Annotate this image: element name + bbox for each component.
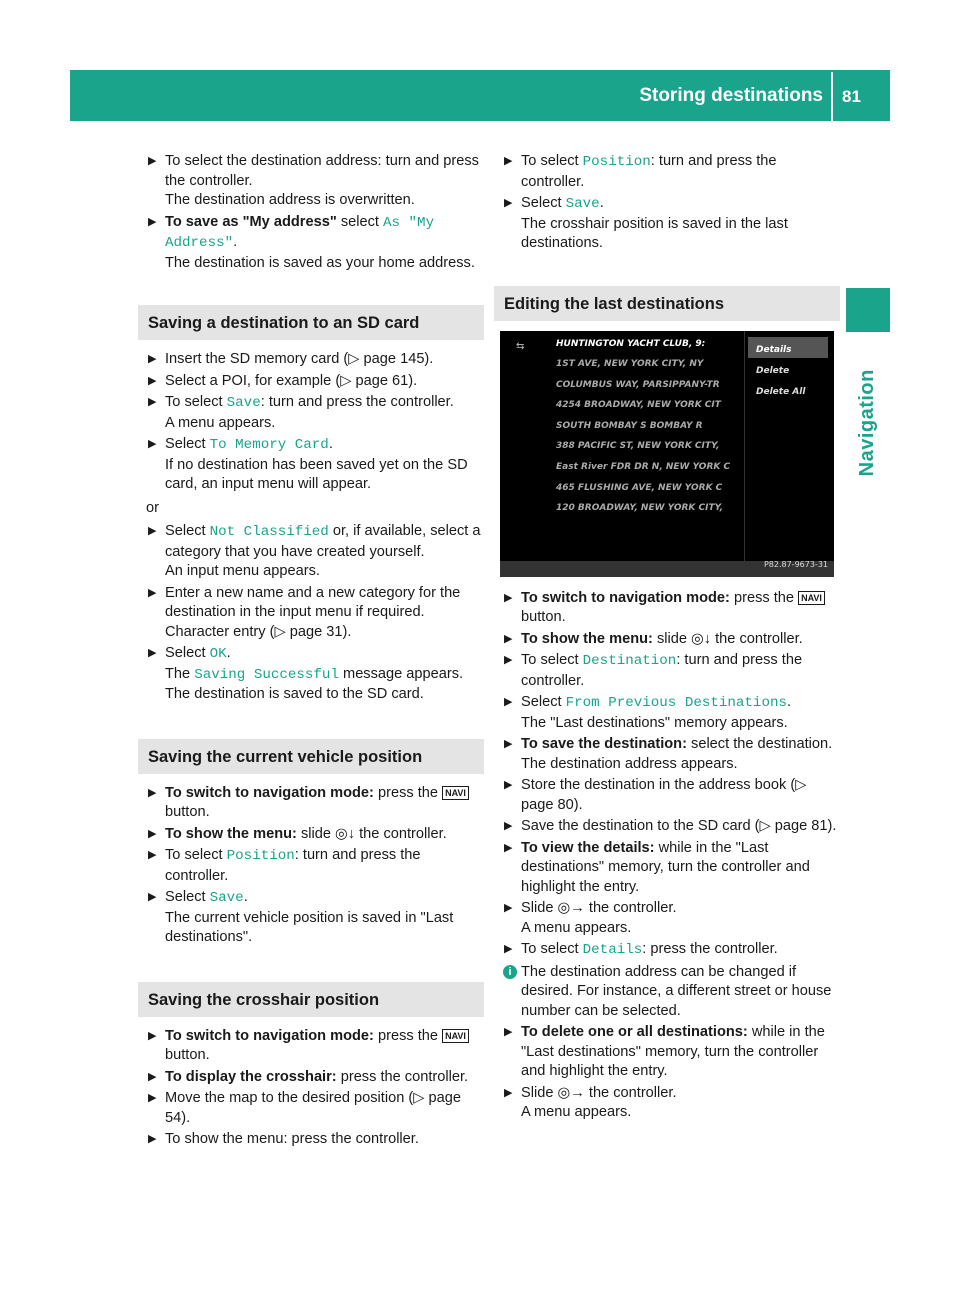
menu-item-save: Save (209, 890, 244, 906)
step-view-details (502, 839, 838, 898)
step-arrow-icon: ▶ (148, 155, 157, 167)
step-arrow-icon: ▶ (504, 696, 513, 708)
destination-list (544, 331, 744, 516)
step-select-previous (502, 693, 838, 733)
step-arrow-icon: ▶ (504, 779, 513, 791)
left-column (146, 152, 482, 1152)
last-destinations-screenshot (500, 331, 834, 577)
step-text: select the destination. (691, 736, 833, 752)
step-select-poi (146, 372, 482, 392)
list-item: 465 FLUSHING AVE, NEW YORK C (556, 482, 723, 493)
menu-item-details: Details (748, 337, 828, 358)
step-text: Insert the SD memory card (▷ page 145). (165, 351, 434, 367)
step-text: Slide ◎→ the controller. (521, 1084, 677, 1101)
menu-item-position: Position (582, 154, 651, 170)
step-select-position (146, 846, 482, 886)
info-icon: i (503, 965, 517, 979)
back-arrow-icon: ⇆ (516, 340, 525, 352)
step-select-details (502, 940, 838, 961)
step-text: press the (377, 1027, 439, 1044)
step-result: The destination is saved to the SD card. (165, 686, 424, 702)
menu-item-details: Details (582, 942, 643, 958)
step-text: Select (521, 694, 562, 710)
chapter-tab-marker (846, 288, 890, 332)
menu-item-ok: OK (209, 646, 227, 662)
list-item: 1ST AVE, NEW YORK CITY, NY (556, 359, 704, 370)
step-text: or, if available, select a category that you have created yourself. (165, 523, 481, 560)
step-save-my-address (146, 213, 482, 274)
step-arrow-icon: ▶ (504, 591, 513, 604)
step-arrow-icon: ▶ (504, 197, 513, 209)
step-select-address (146, 152, 482, 211)
step-result: A menu appears. (521, 1104, 632, 1120)
step-save-destination (502, 735, 838, 774)
step-arrow-icon: ▶ (148, 647, 157, 659)
section-title-crosshair: Saving the crosshair position (138, 982, 484, 1017)
step-slide-right (502, 899, 838, 938)
step-enter-name (146, 584, 482, 643)
step-arrow-icon: ▶ (148, 438, 157, 450)
step-lead: To show the menu: (165, 825, 297, 842)
step-switch-nav (146, 784, 482, 823)
step-result: The current vehicle position is saved in "Last destinations". (165, 909, 454, 945)
step-lead: To save the destination: (521, 736, 687, 752)
step-arrow-icon: ▶ (504, 1086, 513, 1099)
step-text: select (340, 213, 379, 230)
right-column (502, 152, 838, 1125)
step-arrow-icon: ▶ (504, 738, 513, 750)
step-arrow-icon: ▶ (504, 902, 513, 914)
step-arrow-icon: ▶ (504, 943, 513, 955)
menu-item-delete-all: Delete All (756, 386, 806, 397)
step-text: Select a POI, for example (▷ page 61). (165, 372, 418, 389)
section-title-vehicle-position: Saving the current vehicle position (138, 739, 484, 774)
step-text: press the controller. (340, 1068, 469, 1085)
section-title-sd-card: Saving a destination to an SD card (138, 305, 484, 340)
step-text: while in the "Last destinations" memory, turn the controller and highlight the entry. (521, 1024, 825, 1079)
step-text: Select (165, 645, 206, 661)
step-move-map (146, 1089, 482, 1128)
step-text: To select the destination address: turn and press the controller. (165, 153, 479, 189)
step-text: press the (377, 784, 439, 801)
menu-item-as-my-address: As "My Address" (165, 214, 435, 251)
step-text: : turn and press the controller. (521, 652, 803, 689)
step-arrow-icon: ▶ (504, 155, 513, 167)
navi-key-icon: NAVI (442, 1029, 469, 1043)
step-switch-nav (502, 589, 838, 628)
step-result: The crosshair position is saved in the last destinations. (521, 215, 788, 251)
step-lead: To switch to navigation mode: (521, 589, 730, 606)
step-lead: To switch to navigation mode: (165, 784, 374, 801)
step-save-sd (502, 817, 838, 837)
list-item: HUNTINGTON YACHT CLUB, 9: (556, 338, 706, 349)
step-text: Store the destination in the address book (▷ page 80). (521, 777, 807, 813)
list-item: COLUMBUS WAY, PARSIPPANY-TR (556, 379, 720, 390)
step-text: To select (521, 941, 579, 957)
step-lead: To delete one or all destinations: (521, 1024, 748, 1040)
step-result: A menu appears. (521, 919, 632, 936)
step-result: The (165, 665, 191, 682)
step-show-menu (146, 1130, 482, 1150)
menu-item-delete: Delete (756, 365, 790, 376)
step-arrow-icon: ▶ (148, 786, 157, 799)
menu-item-destination: Destination (582, 653, 677, 669)
step-lead: To show the menu: (521, 630, 653, 647)
step-arrow-icon: ▶ (148, 525, 157, 537)
step-text: To select (165, 394, 223, 410)
step-select-position (502, 152, 838, 192)
menu-item-to-memory-card: To Memory Card (209, 437, 329, 453)
info-text: The destination address can be changed if desired. For instance, a different street or house number can be selected. (521, 963, 832, 1019)
step-arrow-icon: ▶ (148, 849, 157, 861)
step-tail: . (233, 234, 238, 250)
step-arrow-icon: ▶ (148, 374, 157, 387)
step-text: Select (165, 889, 206, 905)
message-saving-successful: Saving Successful (194, 666, 339, 683)
chapter-label: Navigation (856, 368, 879, 477)
page-header-title: Storing destinations (639, 85, 823, 106)
step-text: slide ◎↓ the controller. (656, 630, 803, 647)
step-store-address-book (502, 776, 838, 815)
step-show-menu (146, 825, 482, 845)
menu-item-position: Position (226, 848, 295, 864)
header-divider (831, 72, 833, 121)
step-show-menu (502, 630, 838, 650)
step-arrow-icon: ▶ (148, 891, 157, 903)
navi-key-icon: NAVI (442, 786, 469, 800)
list-item: East River FDR DR N, NEW YORK C (556, 462, 731, 473)
or-label: or (146, 499, 159, 516)
step-arrow-icon: ▶ (504, 654, 513, 666)
step-lead: To view the details: (521, 839, 655, 856)
step-arrow-icon: ▶ (504, 1026, 513, 1038)
step-text: Save the destination to the SD card (▷ page 81). (521, 818, 837, 834)
menu-item-save: Save (565, 196, 600, 212)
step-text: while in the "Last destinations" memory, turn the controller and highlight the entry. (521, 839, 810, 895)
step-select-ok (146, 644, 482, 705)
navi-key-icon: NAVI (798, 591, 825, 605)
step-text: : turn and press the controller. (521, 153, 777, 190)
step-text: Select (165, 436, 206, 452)
step-result: The destination is saved as your home address. (165, 254, 475, 271)
step-result: A menu appears. (165, 414, 276, 431)
list-item: SOUTH BOMBAY S BOMBAY R (556, 420, 703, 431)
section-title-edit-last: Editing the last destinations (494, 286, 840, 321)
step-text: . (226, 645, 231, 661)
list-item: 120 BROADWAY, NEW YORK CITY, (556, 503, 724, 514)
step-result: The "Last destinations" memory appears. (521, 714, 788, 731)
step-text: button. (165, 804, 210, 820)
step-text: . (243, 889, 248, 905)
step-text: Move the map to the desired position (▷ page 54). (165, 1090, 461, 1126)
step-select-save (502, 194, 838, 254)
step-delete-destinations (502, 1023, 838, 1082)
figure-code: P82.87-9673-31 (763, 560, 828, 569)
step-arrow-icon: ▶ (504, 820, 513, 832)
step-result: The destination address is overwritten. (165, 192, 415, 208)
step-text: Slide ◎→ the controller. (521, 900, 677, 916)
step-arrow-icon: ▶ (504, 632, 513, 645)
step-lead: To save as "My address" (165, 213, 337, 230)
step-text: To select (165, 847, 223, 863)
step-text: . (328, 436, 333, 452)
step-select-save (146, 888, 482, 948)
step-select-memory-card (146, 435, 482, 495)
step-select-save (146, 393, 482, 433)
step-slide-right (502, 1084, 838, 1123)
step-result: Character entry (▷ page 31). (165, 623, 352, 640)
step-text: Enter a new name and a new category for the destination in the input menu if required. (165, 584, 461, 620)
chapter-tab (846, 345, 890, 500)
step-arrow-icon: ▶ (148, 586, 157, 599)
step-switch-nav (146, 1027, 482, 1066)
step-text: press the (733, 589, 795, 606)
list-item: 388 PACIFIC ST, NEW YORK CITY, (556, 441, 720, 452)
step-text: : turn and press the controller. (165, 847, 421, 884)
step-arrow-icon: ▶ (148, 1070, 157, 1083)
step-text: : turn and press the controller. (260, 394, 454, 410)
step-select-destination (502, 651, 838, 691)
info-note (502, 963, 838, 1022)
step-display-crosshair (146, 1068, 482, 1088)
step-lead: To switch to navigation mode: (165, 1027, 374, 1044)
step-text: button. (165, 1047, 210, 1063)
step-arrow-icon: ▶ (148, 1029, 157, 1042)
step-text: To select (521, 153, 579, 169)
step-text: . (599, 195, 604, 211)
step-text: slide ◎↓ the controller. (300, 825, 447, 842)
step-text: To show the menu: press the controller. (165, 1131, 419, 1147)
step-arrow-icon: ▶ (148, 1092, 157, 1104)
step-arrow-icon: ▶ (148, 827, 157, 840)
step-insert-sd (146, 350, 482, 370)
step-text: : press the controller. (642, 941, 778, 957)
step-arrow-icon: ▶ (148, 396, 157, 408)
step-result: An input menu appears. (165, 563, 320, 579)
step-result: The destination address appears. (521, 755, 738, 772)
step-arrow-icon: ▶ (148, 1133, 157, 1145)
menu-item-not-classified: Not Classified (209, 524, 329, 540)
step-result: message appears. (343, 665, 464, 682)
step-arrow-icon: ▶ (148, 353, 157, 365)
step-text: Select (165, 523, 206, 539)
menu-item-save: Save (226, 395, 261, 411)
menu-item-from-previous-destinations: From Previous Destinations (565, 695, 787, 711)
step-select-not-classified (146, 522, 482, 582)
step-arrow-icon: ▶ (148, 215, 157, 228)
step-text: . (787, 694, 792, 710)
context-menu (748, 337, 828, 400)
step-result: If no destination has been saved yet on the SD card, an input menu will appear. (165, 456, 468, 492)
list-item: 4254 BROADWAY, NEW YORK CIT (556, 400, 721, 411)
step-lead: To display the crosshair: (165, 1068, 337, 1085)
step-arrow-icon: ▶ (504, 841, 513, 854)
step-text: Select (521, 195, 562, 211)
page-number: 81 (842, 87, 861, 106)
step-text: button. (521, 609, 566, 625)
screen-divider (744, 331, 745, 561)
step-text: To select (521, 652, 579, 668)
